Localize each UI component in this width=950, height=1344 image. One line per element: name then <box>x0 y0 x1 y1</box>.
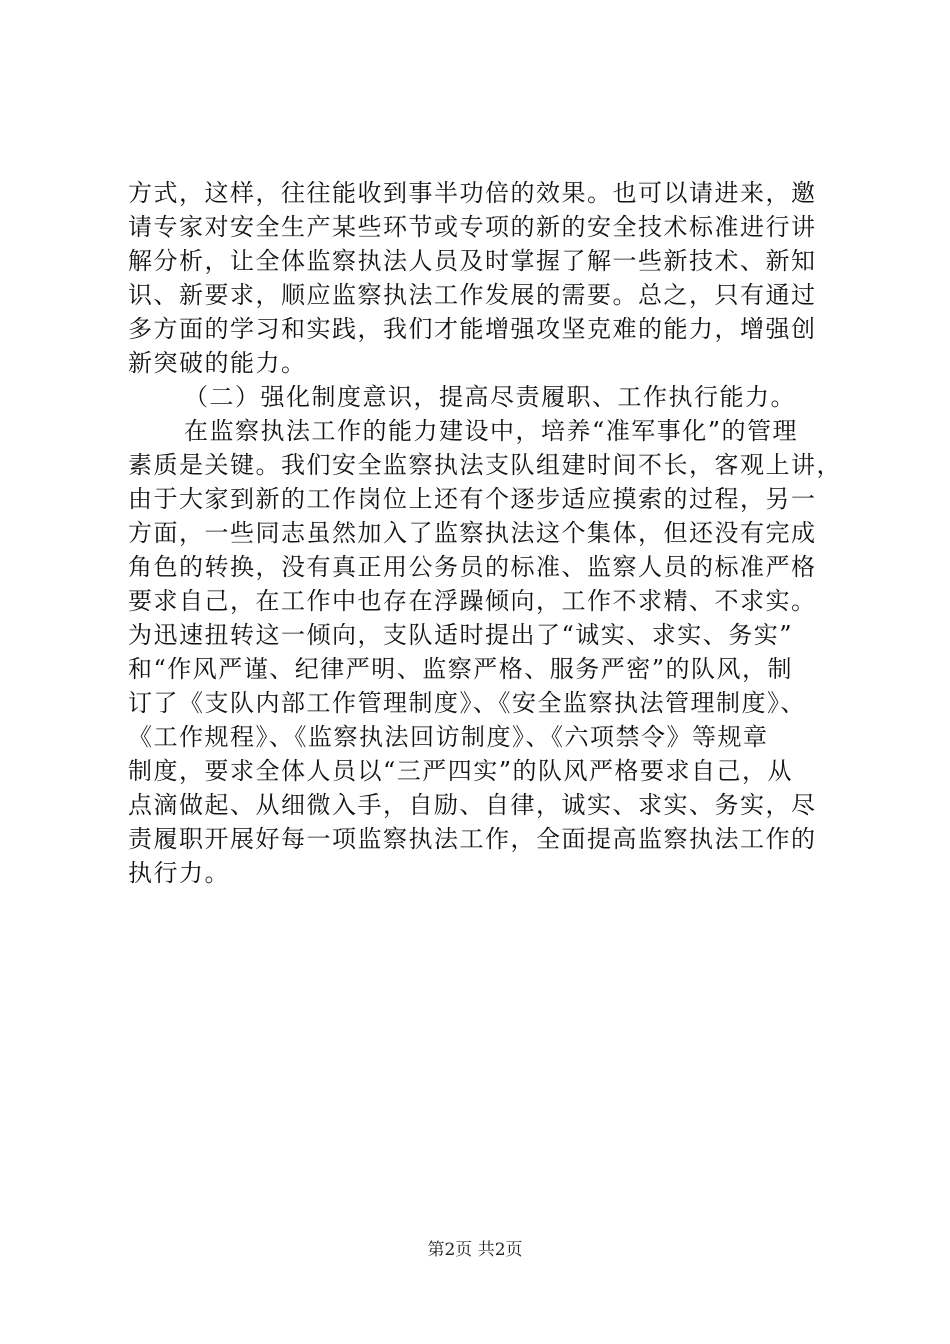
text-line: 方式，这样，往往能收到事半功倍的效果。也可以请进来，邀 <box>128 179 817 207</box>
text-line: 请专家对安全生产某些环节或专项的新的安全技术标准进行讲 <box>128 213 817 241</box>
text-line: 角色的转换，没有真正用公务员的标准、监察人员的标准严格 <box>128 553 817 581</box>
text-line: 制度，要求全体人员以“三严四实”的队风严格要求自己，从 <box>128 757 794 785</box>
text-line: 多方面的学习和实践，我们才能增强攻坚克难的能力，增强创 <box>128 315 817 343</box>
text-line: 责履职开展好每一项监察执法工作，全面提高监察执法工作的 <box>128 825 817 853</box>
page-footer: 第2页 共2页 <box>427 1240 523 1260</box>
text-line: 由于大家到新的工作岗位上还有个逐步适应摸索的过程，另一 <box>128 485 817 513</box>
text-line: 要求自己，在工作中也存在浮躁倾向，工作不求精、不求实。 <box>128 587 817 615</box>
text-line: 方面，一些同志虽然加入了监察执法这个集体，但还没有完成 <box>128 519 817 547</box>
body-text <box>128 176 842 890</box>
text-line: （二）强化制度意识，提高尽责履职、工作执行能力。 <box>184 383 796 411</box>
text-line: 识、新要求，顺应监察执法工作发展的需要。总之，只有通过 <box>128 281 817 309</box>
text-line: 新突破的能力。 <box>128 349 307 377</box>
text-line: 和“作风严谨、纪律严明、监察严格、服务严密”的队风，制 <box>128 655 794 683</box>
text-line: 《工作规程》、《监察执法回访制度》、《六项禁令》等规章 <box>128 723 769 751</box>
text-line: 在监察执法工作的能力建设中，培养“准军事化”的管理 <box>184 417 799 445</box>
text-line: 点滴做起、从细微入手，自励、自律，诚实、求实、务实，尽 <box>128 791 817 819</box>
text-line: 订了《支队内部工作管理制度》、《安全监察执法管理制度》、 <box>128 689 806 717</box>
text-line: 素质是关键。我们安全监察执法支队组建时间不长，客观上讲， <box>128 451 842 479</box>
text-line: 解分析，让全体监察执法人员及时掌握了解一些新技术、新知 <box>128 247 817 275</box>
text-line: 执行力。 <box>128 859 230 887</box>
text-line: 为迅速扭转这一倾向，支队适时提出了“诚实、求实、务实” <box>128 621 794 649</box>
